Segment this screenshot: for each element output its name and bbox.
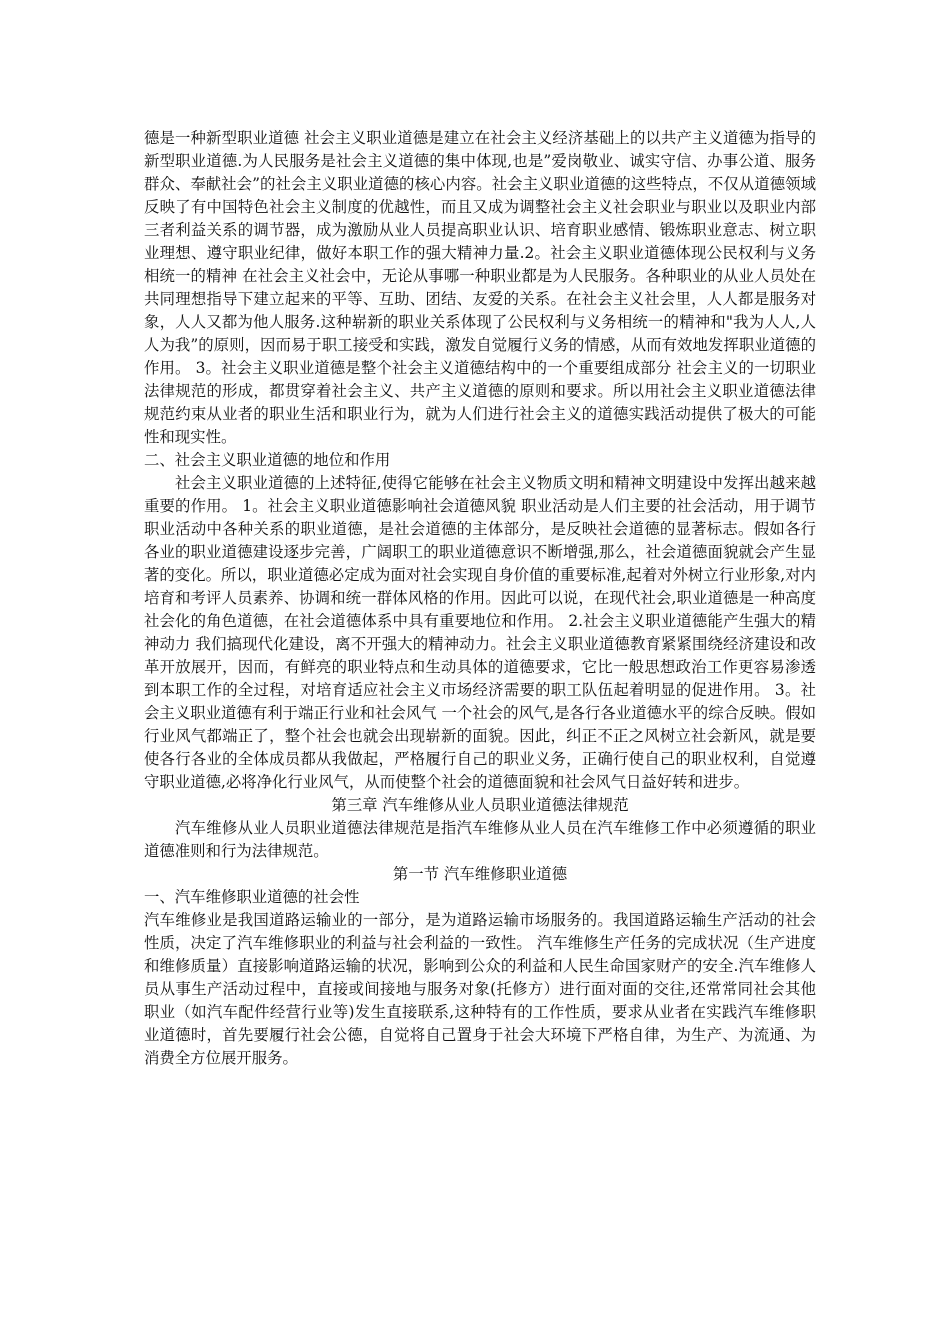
- document-page: [144, 127, 816, 1070]
- section-title: 第一节 汽车维修职业道德: [392, 865, 568, 883]
- paragraph-2: 社会主义职业道德的上述特征,使得它能够在社会主义物质文明和精神文明建设中发挥出越来越重要的作用。 1。社会主义职业道德影响社会道德风貌 职业活动是人们主要的社会活动，用于调节职业活动中各种关系的职业道德，是社会道德的主体部分，是反映社会道德的显著标志。假如各行各业的职业道德建设逐步完善，广阔职工的职业道德意识不断增强,那么，社会道德面貌就会产生显著的变化。所以，职业道德必定成为面对社会实现自身价值的重要标准,起着对外树立行业形象,对内培育和考评人员素养、协调和统一群体风格的作用。因此可以说，在现代社会,职业道德是一种高度社会化的角色道德，在社会道德体系中具有重要地位和作用。 2.社会主义职业道德能产生强大的精神动力 我们搞现代化建设，离不开强大的精神动力。社会主义职业道德教育紧紧围绕经济建设和改革开放展开，因而，有鲜亮的职业特点和生动具体的道德要求，它比一般思想政治工作更容易渗透到本职工作的全过程，对培育适应社会主义市场经济需要的职工队伍起着明显的促进作用。 3。社会主义职业道德有利于端正行业和社会风气 一个社会的风气,是各行各业道德水平的综合反映。假如行业风气都端正了，整个社会也就会出现崭新的面貌。因此，纠正不正之风树立社会新风，就是要使各行各业的全体成员都从我做起，严格履行自己的职业义务，正确行使自己的职业权利，自觉遵守职业道德,必将净化行业风气，从而使整个社会的道德面貌和社会风气日益好转和进步。: [144, 474, 816, 791]
- chapter-title: 第三章 汽车维修从业人员职业道德法律规范: [331, 796, 629, 814]
- paragraph-3: 汽车维修从业人员职业道德法律规范是指汽车维修从业人员在汽车维修工作中必须遵循的职业道德准则和行为法律规范。: [144, 819, 816, 860]
- section-heading-role: 二、社会主义职业道德的地位和作用: [144, 451, 391, 469]
- subsection-heading-sociality: 一、汽车维修职业道德的社会性: [144, 888, 360, 906]
- paragraph-1: 德是一种新型职业道德 社会主义职业道德是建立在社会主义经济基础上的以共产主义道德为指导的新型职业道德.为人民服务是社会主义道德的集中体现,也是”爱岗敬业、诚实守信、办事公道、服务群众、奉献社会”的社会主义职业道德的核心内容。社会主义职业道德的这些特点，不仅从道德领域反映了有中国特色社会主义制度的优越性，而且又成为调整社会主义社会职业与职业以及职业内部三者利益关系的调节器，成为激励从业人员提高职业认识、培育职业感情、锻炼职业意志、树立职业理想、遵守职业纪律，做好本职工作的强大精神力量.2。社会主义职业道德体现公民权利与义务相统一的精神 在社会主义社会中，无论从事哪一种职业都是为人民服务。各种职业的从业人员处在共同理想指导下建立起来的平等、互助、团结、友爱的关系。在社会主义社会里，人人都是服务对象，人人又都为他人服务.这种崭新的职业关系体现了公民权利与义务相统一的精神和"我为人人,人人为我”的原则，因而易于职工接受和实践，激发自觉履行义务的情感，从而有效地发挥职业道德的作用。 3。社会主义职业道德是整个社会主义道德结构中的一个重要组成部分 社会主义的一切职业法律规范的形成，都贯穿着社会主义、共产主义道德的原则和要求。所以用社会主义职业道德法律规范约束从业者的职业生活和职业行为，就为人们进行社会主义的道德实践活动提供了极大的可能性和现实性。: [144, 129, 816, 446]
- paragraph-4: 汽车维修业是我国道路运输业的一部分，是为道路运输市场服务的。我国道路运输生产活动的社会性质，决定了汽车维修职业的利益与社会利益的一致性。 汽车维修生产任务的完成状况（生产进度和维修质量）直接影响道路运输的状况，影响到公众的利益和人民生命国家财产的安全.汽车维修人员从事生产活动过程中，直接或间接地与服务对象(托修方）进行面对面的交往,还常常同社会其他职业（如汽车配件经营行业等)发生直接联系,这种特有的工作性质，要求从业者在实践汽车维修职业道德时，首先要履行社会公德，自觉将自己置身于社会大环境下严格自律，为生产、为流通、为消费全方位展开服务。: [144, 911, 816, 1067]
